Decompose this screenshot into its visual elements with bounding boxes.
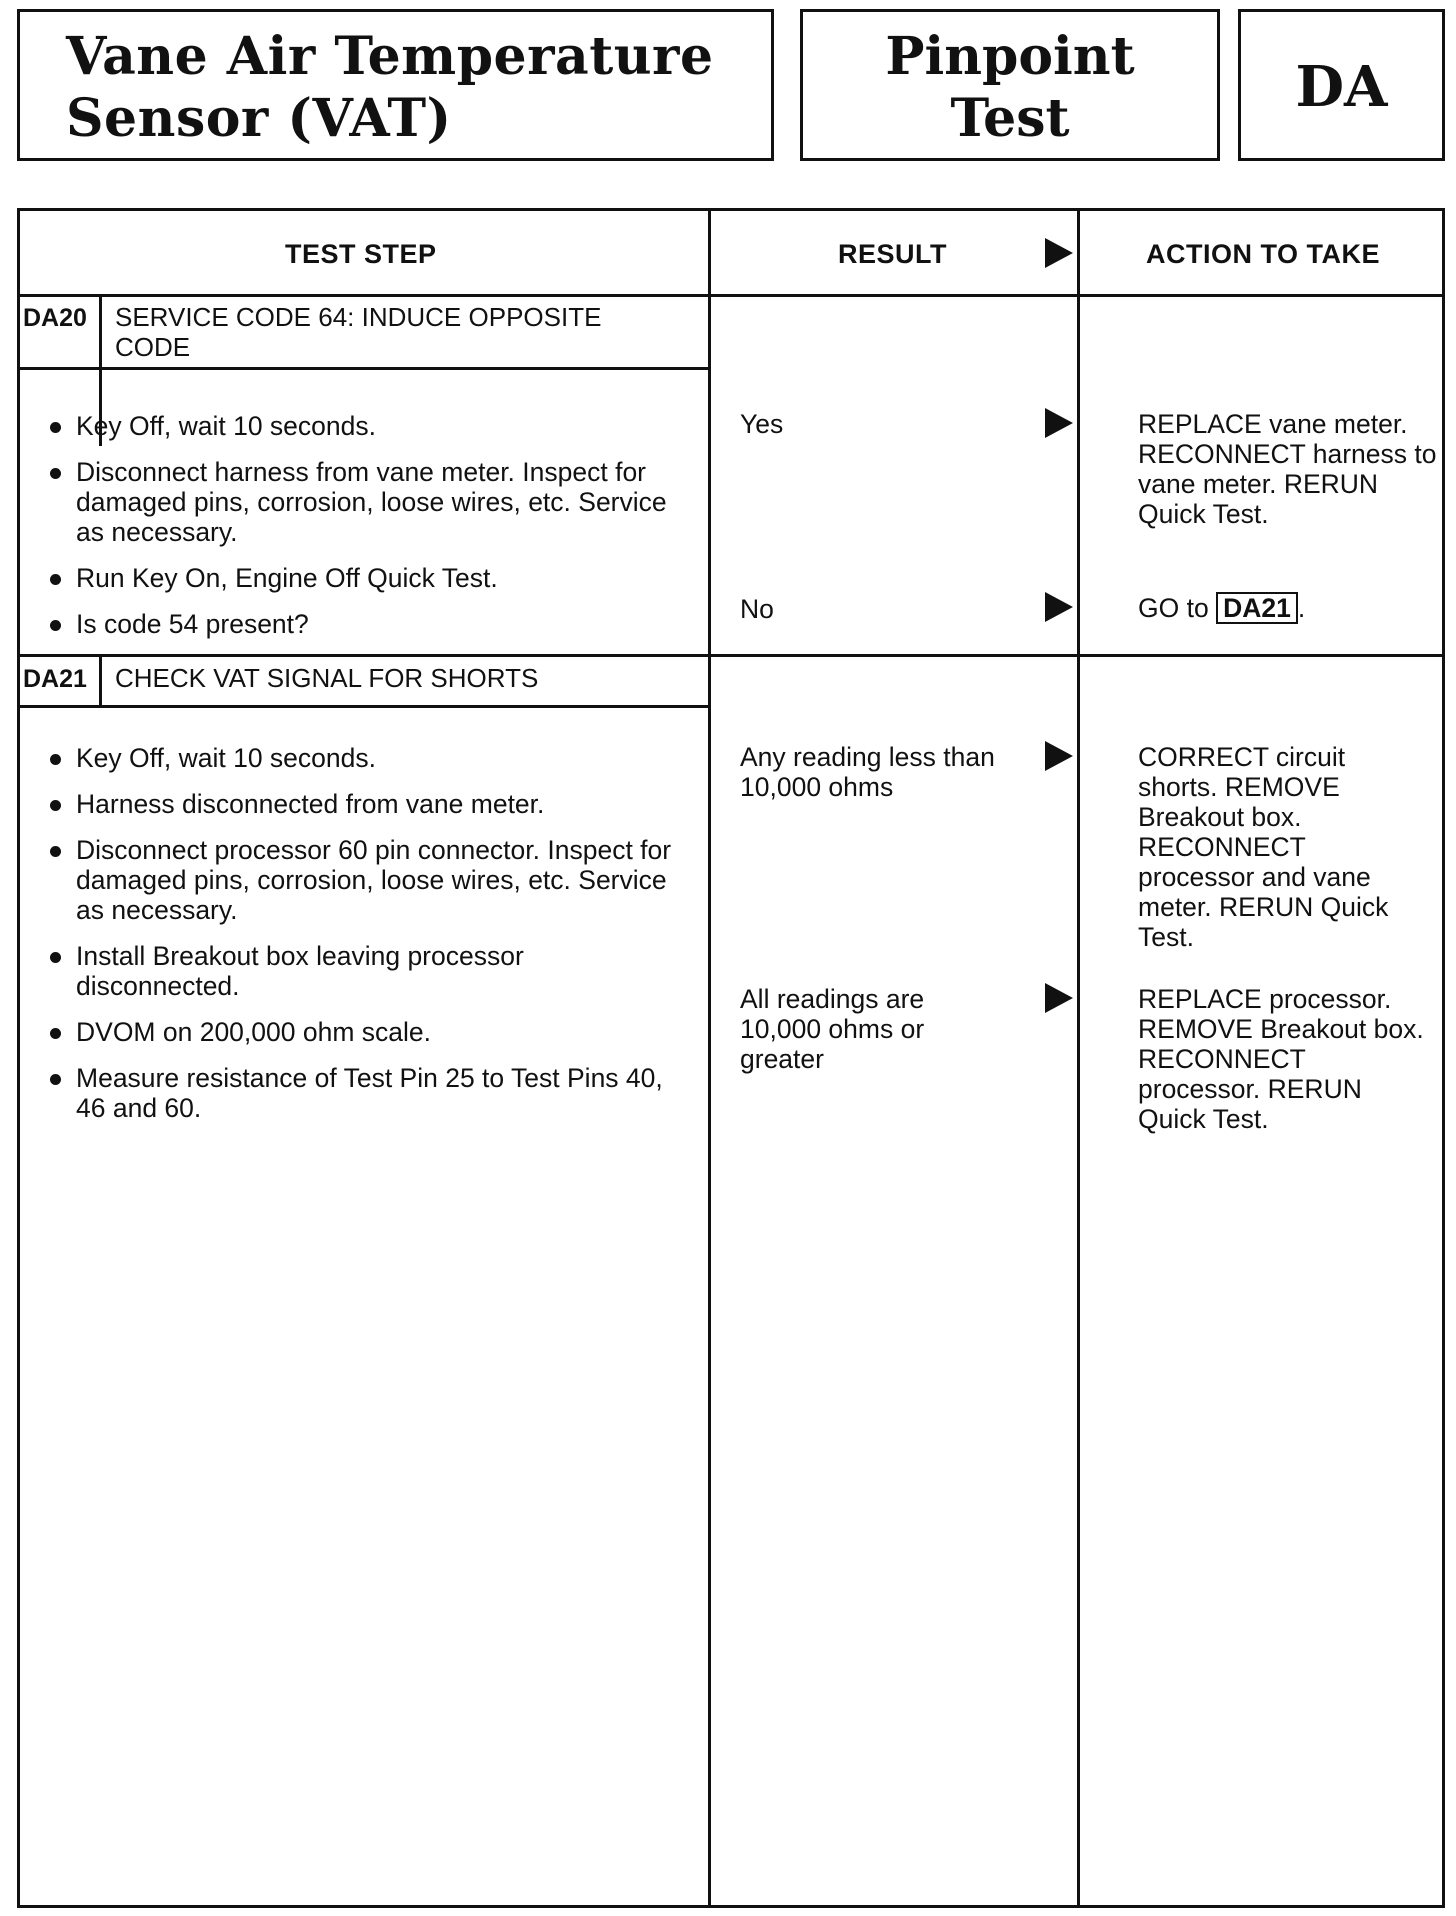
list-item: Disconnect harness from vane meter. Inspect for damaged pins, corrosion, loose wires, etc. Service as necessary. (48, 457, 698, 547)
list-item: Harness disconnected from vane meter. (48, 789, 688, 819)
arrow-icon (1045, 592, 1073, 622)
arrow-icon (1045, 408, 1073, 438)
step-id-da21: DA21 (23, 665, 87, 693)
divider-step-result (708, 211, 711, 1905)
pinpoint-line-2: Test (950, 88, 1070, 149)
action-replace-processor: REPLACE processor. REMOVE Breakout box. RECONNECT processor. RERUN Quick Test. (1138, 984, 1424, 1134)
title-line-1: Vane Air Temperature (66, 26, 714, 87)
arrow-icon (1045, 238, 1073, 268)
pinpoint-table (17, 208, 1445, 1908)
goto-step-ref[interactable]: DA21 (1216, 592, 1298, 624)
list-item: Run Key On, Engine Off Quick Test. (48, 563, 698, 593)
action-replace-vane-meter: REPLACE vane meter. RECONNECT harness to vane meter. RERUN Quick Test. (1138, 409, 1437, 529)
list-item: Is code 54 present? (48, 609, 698, 639)
result-reading-less: Any reading less than 10,000 ohms (740, 742, 995, 802)
column-header-test-step: TEST STEP (285, 239, 437, 269)
list-item: Disconnect processor 60 pin connector. Inspect for damaged pins, corrosion, loose wires, etc. Service as necessary. (48, 835, 688, 925)
list-item: Install Breakout box leaving processor disconnected. (48, 941, 688, 1001)
code-box (1238, 9, 1445, 161)
step-title-line (20, 367, 708, 370)
arrow-icon (1045, 741, 1073, 771)
page-title (66, 26, 714, 150)
pinpoint-label (803, 26, 1217, 150)
test-code: DA (1295, 54, 1388, 120)
step-bullets-da20 (48, 411, 698, 655)
action-correct-shorts: CORRECT circuit shorts. REMOVE Breakout box. RECONNECT processor and vane meter. RERUN Quick Test. (1138, 742, 1389, 952)
list-item: Key Off, wait 10 seconds. (48, 411, 698, 441)
list-item: Key Off, wait 10 seconds. (48, 743, 688, 773)
step-id-da20: DA20 (23, 304, 87, 332)
list-item: Measure resistance of Test Pin 25 to Test Pins 40, 46 and 60. (48, 1063, 688, 1123)
list-item: DVOM on 200,000 ohm scale. (48, 1017, 688, 1047)
arrow-icon (1045, 983, 1073, 1013)
step-title-line (20, 705, 708, 708)
title-box (17, 9, 774, 161)
goto-suffix: . (1297, 593, 1306, 623)
step-id-divider (99, 654, 102, 706)
step-title-da20 (115, 302, 601, 362)
result-yes: Yes (740, 409, 784, 439)
step-title-da21: CHECK VAT SIGNAL FOR SHORTS (115, 663, 539, 693)
step-title-line-2: CODE (115, 332, 191, 362)
result-no: No (740, 594, 774, 624)
goto-prefix: GO to (1138, 593, 1209, 623)
title-line-2: Sensor (VAT) (66, 88, 452, 149)
pinpoint-box (800, 9, 1220, 161)
column-header-result: RESULT (838, 239, 947, 269)
pinpoint-line-1: Pinpoint (885, 26, 1135, 87)
divider-result-action (1077, 211, 1080, 1905)
result-readings-greater: All readings are 10,000 ohms or greater (740, 984, 925, 1074)
column-header-action: ACTION TO TAKE (1146, 239, 1380, 269)
header-row-line (20, 294, 1442, 297)
step-divider (20, 654, 1442, 657)
step-bullets-da21 (48, 743, 688, 1139)
step-title-line-1: SERVICE CODE 64: INDUCE OPPOSITE (115, 302, 602, 332)
action-goto-da21 (1138, 592, 1305, 624)
